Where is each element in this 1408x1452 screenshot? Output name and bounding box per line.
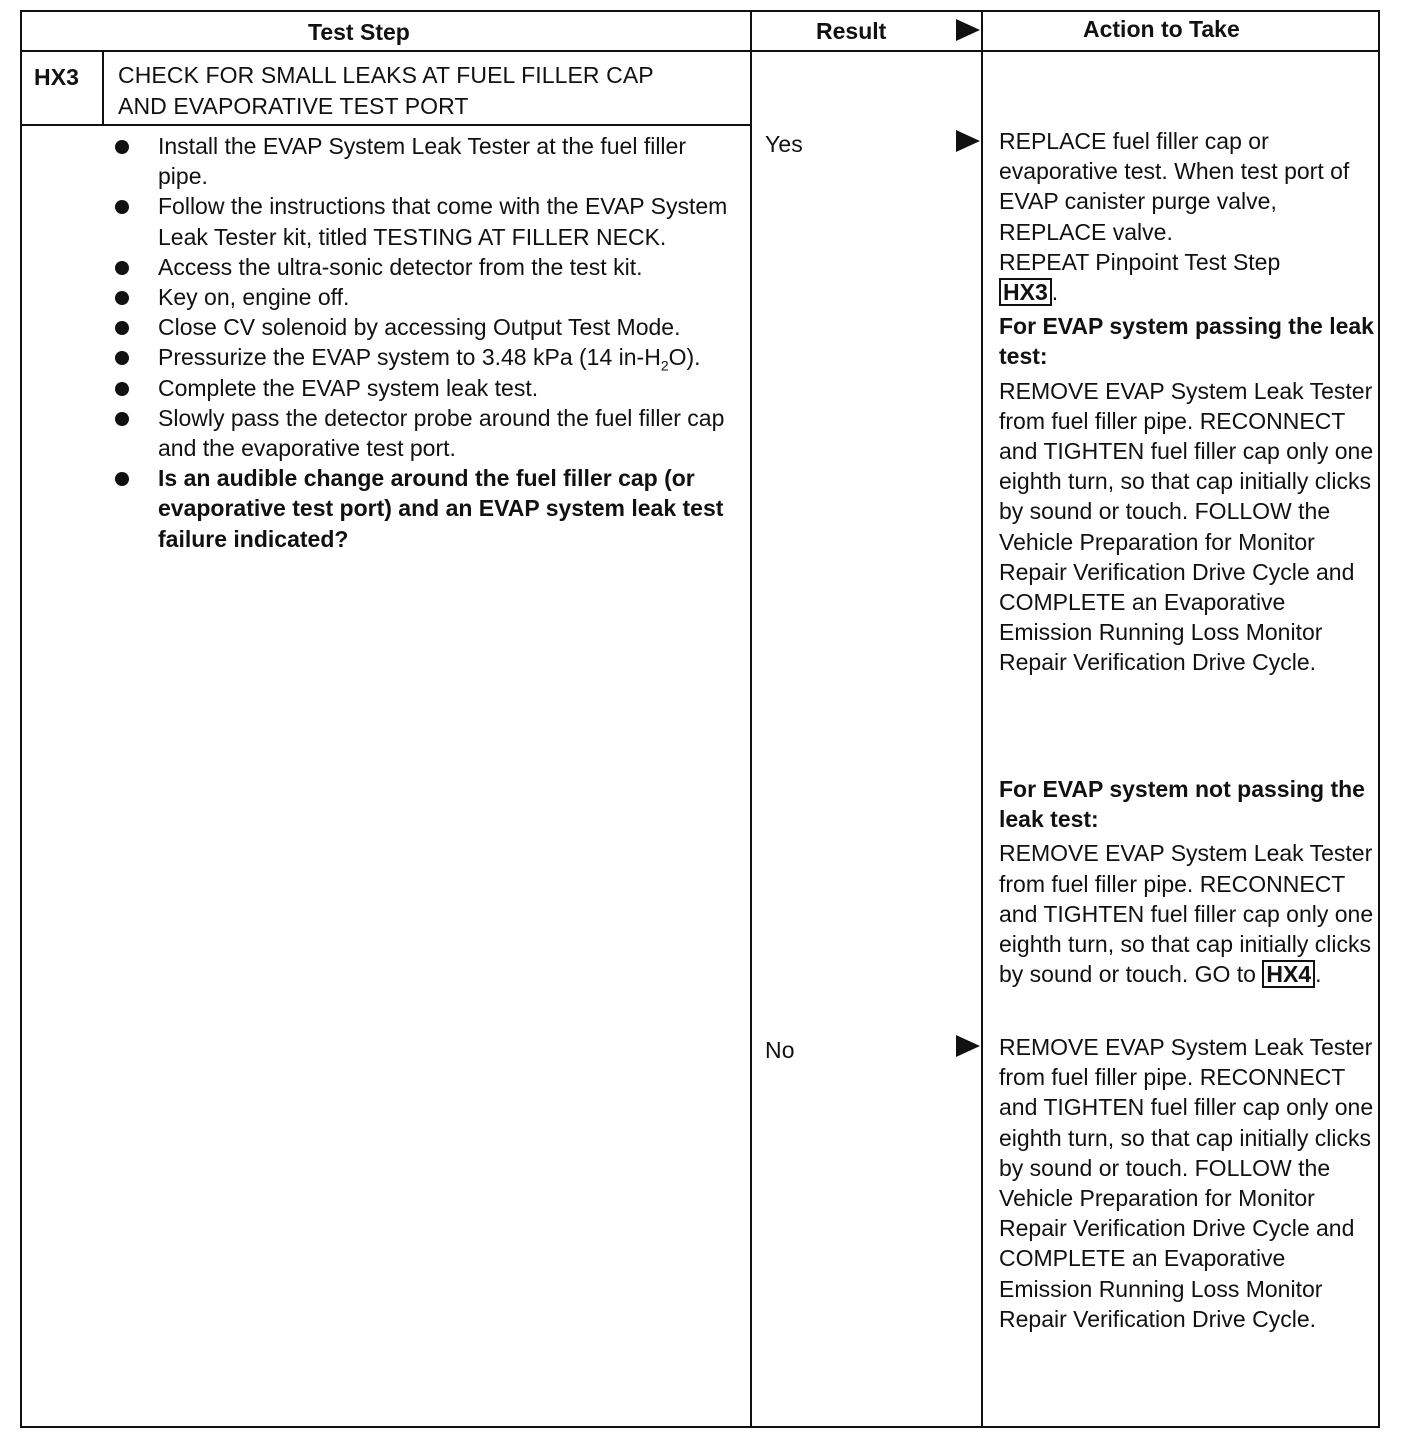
no-action-text: REMOVE EVAP System Leak Tester from fuel filler pipe. RECONNECT and TIGHTEN fuel filler cap only one eighth turn, so that cap initially clicks by sound or touch. FOLLOW the Vehicle Preparation for Monitor Repair Verification Drive Cycle and COMPLETE an Evaporative Emission Running Loss Monitor Repair Verification Drive Cycle. — [999, 1034, 1374, 1332]
no-action — [999, 1032, 1377, 1334]
test-step-bullets — [112, 131, 732, 554]
bullet-icon — [115, 261, 129, 275]
bullet-item: Close CV solenoid by accessing Output Test Mode. — [112, 312, 732, 342]
pass-heading: For EVAP system passing the leak test: — [999, 313, 1374, 370]
yes-action-fail — [999, 774, 1377, 989]
step-title-line2: AND EVAPORATIVE TEST PORT — [118, 93, 469, 119]
step-ref-hx3[interactable]: HX3 — [999, 278, 1052, 306]
bullet-item: Follow the instructions that come with the EVAP System Leak Tester kit, titled TESTING AT FILLER NECK. — [112, 191, 732, 251]
bullet-item: Pressurize the EVAP system to 3.48 kPa (14 $in-H_2O$). — [112, 342, 732, 372]
yes-action — [999, 126, 1377, 678]
no-arrow-icon — [956, 1035, 980, 1057]
bullet-icon — [115, 140, 129, 154]
step-id: HX3 — [34, 64, 80, 90]
result-yes: Yes — [765, 131, 803, 157]
pass-text: REMOVE EVAP System Leak Tester from fuel filler pipe. RECONNECT and TIGHTEN fuel filler cap only one eighth turn, so that cap initially clicks by sound or touch. FOLLOW the Vehicle Preparation for Monitor Repair Verification Drive Cycle and COMPLETE an Evaporative Emission Running Loss Monitor Repair Verification Drive Cycle. — [999, 377, 1374, 676]
yes-arrow-icon — [956, 130, 980, 152]
header-arrow-icon — [956, 19, 980, 41]
bullet-icon — [115, 382, 129, 396]
fail-heading: For EVAP system not passing the leak test: — [999, 776, 1365, 833]
bullet-icon — [115, 291, 129, 305]
bullet-item: Access the ultra-sonic detector from the test kit. — [112, 252, 732, 282]
step-title-rule — [20, 124, 752, 126]
bullet-icon — [115, 321, 129, 335]
bullet-icon — [115, 351, 129, 365]
divider-result — [750, 10, 752, 1428]
header-result: Result — [816, 18, 887, 44]
header-rule — [20, 50, 1380, 52]
result-no: No — [765, 1037, 795, 1063]
divider-action — [981, 10, 983, 1428]
fail-text: REMOVE EVAP System Leak Tester from fuel filler pipe. RECONNECT and TIGHTEN fuel filler cap only one eighth turn, so that cap initially clicks by sound or touch. GO to HX4 . — [999, 840, 1374, 988]
bullet-icon — [115, 200, 129, 214]
bullet-item-question: Is an audible change around the fuel filler cap (or evaporative test port) and an EVAP system leak test failure indicated? — [112, 463, 732, 554]
divider-step-id — [102, 50, 104, 126]
step-ref-hx4[interactable]: HX4 — [1262, 960, 1315, 988]
bullet-item: Complete the EVAP system leak test. — [112, 373, 732, 403]
bullet-icon — [115, 472, 129, 486]
header-test-step: Test Step — [308, 19, 410, 45]
yes-action-replace: REPLACE fuel filler cap or evaporative test. When test port of EVAP canister purge valve, REPLACE valve. — [999, 128, 1350, 245]
header-action: Action to Take — [1083, 16, 1240, 42]
yes-action-repeat: REPEAT Pinpoint Test Step HX3 . — [999, 248, 1281, 306]
bullet-item: Install the EVAP System Leak Tester at the fuel filler pipe. — [112, 131, 732, 191]
bullet-item: Slowly pass the detector probe around the fuel filler cap and the evaporative test port. — [112, 403, 732, 463]
bullet-icon — [115, 412, 129, 426]
step-title-line1: CHECK FOR SMALL LEAKS AT FUEL FILLER CAP — [118, 62, 654, 88]
bullet-item: Key on, engine off. — [112, 282, 732, 312]
